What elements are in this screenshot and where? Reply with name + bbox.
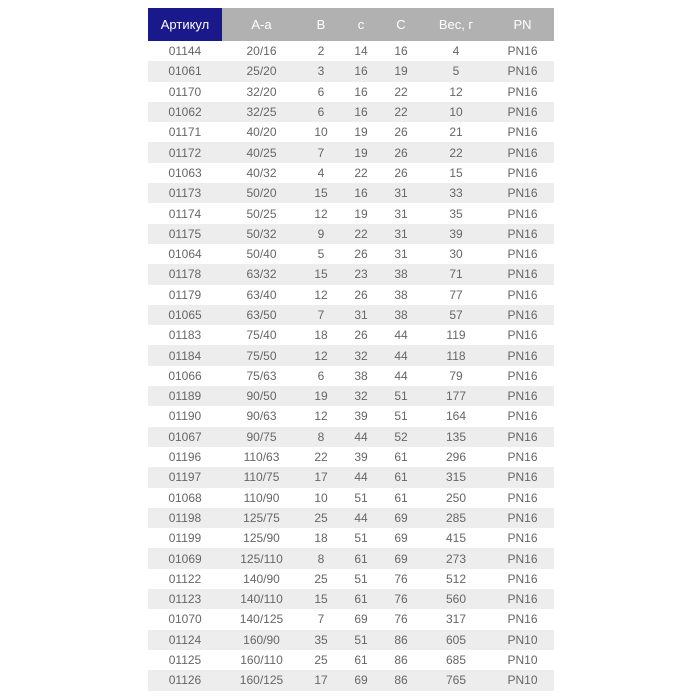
cell-a_a: 140/125 xyxy=(239,612,284,627)
cell-pn: PN16 xyxy=(507,186,538,201)
cell-b: 17 xyxy=(314,470,328,485)
table-row xyxy=(148,548,554,568)
cell-article: 01184 xyxy=(168,348,202,363)
cell-b: 12 xyxy=(314,206,328,221)
cell-c_small: 19 xyxy=(354,125,368,140)
table-row xyxy=(148,305,554,325)
cell-a_a: 40/20 xyxy=(246,125,277,140)
cell-weight: 12 xyxy=(449,84,463,99)
cell-a_a: 90/50 xyxy=(246,389,277,404)
cell-pn: PN16 xyxy=(507,125,538,140)
cell-c_big: 69 xyxy=(394,510,408,525)
cell-a_a: 20/16 xyxy=(246,44,277,59)
cell-article: 01063 xyxy=(168,165,202,180)
cell-a_a: 160/90 xyxy=(243,632,280,647)
cell-b: 18 xyxy=(314,328,328,343)
cell-weight: 285 xyxy=(445,510,467,525)
cell-pn: PN16 xyxy=(507,267,538,282)
table-row xyxy=(148,325,554,345)
cell-weight: 15 xyxy=(449,165,463,180)
cell-weight: 135 xyxy=(445,429,467,444)
cell-a_a: 50/20 xyxy=(246,186,277,201)
cell-article: 01126 xyxy=(168,673,202,688)
cell-c_big: 26 xyxy=(394,165,408,180)
cell-pn: PN16 xyxy=(507,328,538,343)
cell-article: 01124 xyxy=(168,632,202,647)
cell-pn: PN16 xyxy=(507,64,538,79)
cell-pn: PN16 xyxy=(507,287,538,302)
cell-b: 10 xyxy=(314,490,328,505)
cell-article: 01183 xyxy=(168,328,202,343)
cell-c_small: 69 xyxy=(354,612,368,627)
cell-a_a: 63/50 xyxy=(246,308,277,322)
cell-weight: 317 xyxy=(445,612,467,627)
cell-pn: PN16 xyxy=(507,429,538,444)
cell-a_a: 75/50 xyxy=(246,348,277,363)
cell-weight: 35 xyxy=(449,206,463,221)
cell-c_small: 14 xyxy=(354,44,368,59)
cell-weight: 57 xyxy=(449,308,463,322)
cell-pn: PN16 xyxy=(507,368,538,383)
cell-a_a: 25/20 xyxy=(246,64,277,79)
cell-pn: PN16 xyxy=(507,490,538,505)
cell-weight: 315 xyxy=(445,470,467,485)
cell-c_small: 26 xyxy=(354,247,368,262)
cell-b: 18 xyxy=(314,531,328,546)
cell-article: 01178 xyxy=(168,267,202,282)
table-row xyxy=(148,163,554,183)
cell-article: 01065 xyxy=(168,308,202,322)
cell-weight: 30 xyxy=(449,247,463,262)
cell-a_a: 63/40 xyxy=(246,287,277,302)
table-row xyxy=(148,41,554,61)
cell-weight: 605 xyxy=(445,632,467,647)
cell-c_small: 19 xyxy=(354,145,368,160)
cell-weight: 71 xyxy=(449,267,463,282)
cell-weight: 177 xyxy=(445,389,467,404)
table-row xyxy=(148,183,554,203)
cell-article: 01197 xyxy=(168,470,202,485)
cell-article: 01189 xyxy=(168,389,202,404)
cell-pn: PN16 xyxy=(507,348,538,363)
cell-pn: PN16 xyxy=(507,226,538,241)
cell-article: 01122 xyxy=(168,571,202,586)
cell-c_small: 16 xyxy=(354,186,368,201)
cell-c_small: 26 xyxy=(354,328,368,343)
cell-c_small: 51 xyxy=(354,490,368,505)
table-row xyxy=(148,345,554,365)
table-row xyxy=(148,589,554,609)
cell-a_a: 110/90 xyxy=(243,490,280,505)
cell-weight: 22 xyxy=(449,145,463,160)
table-row xyxy=(148,447,554,467)
cell-article: 01175 xyxy=(168,226,202,241)
cell-article: 01064 xyxy=(168,247,202,262)
cell-c_big: 31 xyxy=(394,226,408,241)
cell-article: 01170 xyxy=(168,84,202,99)
cell-c_small: 39 xyxy=(354,409,368,424)
cell-weight: 33 xyxy=(449,186,463,201)
cell-c_small: 38 xyxy=(354,368,368,383)
cell-article: 01196 xyxy=(168,450,202,465)
table-row xyxy=(148,427,554,447)
cell-a_a: 140/90 xyxy=(243,571,280,586)
cell-c_big: 31 xyxy=(394,247,408,262)
cell-c_big: 19 xyxy=(394,64,408,79)
cell-b: 7 xyxy=(317,612,325,627)
table-row xyxy=(148,630,554,650)
cell-pn: PN16 xyxy=(507,247,538,262)
cell-a_a: 140/110 xyxy=(240,592,283,607)
cell-pn: PN10 xyxy=(507,632,538,647)
cell-pn: PN16 xyxy=(507,571,538,586)
table-row xyxy=(148,122,554,142)
cell-b: 12 xyxy=(314,409,328,424)
cell-article: 01069 xyxy=(168,551,202,566)
cell-a_a: 90/75 xyxy=(246,429,277,444)
cell-c_small: 16 xyxy=(354,105,368,120)
column-header-weight: Вес, г xyxy=(421,8,491,41)
cell-c_small: 44 xyxy=(354,429,368,444)
cell-weight: 4 xyxy=(452,44,460,59)
cell-a_a: 75/63 xyxy=(246,368,277,383)
cell-b: 25 xyxy=(314,571,328,586)
cell-b: 35 xyxy=(314,632,328,647)
cell-a_a: 90/63 xyxy=(246,409,277,424)
cell-a_a: 32/20 xyxy=(246,84,277,99)
cell-pn: PN16 xyxy=(507,145,538,160)
cell-weight: 21 xyxy=(449,125,463,140)
table-row xyxy=(148,508,554,528)
cell-a_a: 50/40 xyxy=(246,247,277,262)
cell-c_big: 86 xyxy=(394,653,408,668)
cell-c_big: 31 xyxy=(394,186,408,201)
cell-article: 01061 xyxy=(168,64,202,79)
cell-a_a: 110/63 xyxy=(243,450,280,465)
table-row xyxy=(148,467,554,487)
cell-c_big: 44 xyxy=(394,368,408,383)
table-row xyxy=(148,366,554,386)
cell-a_a: 110/75 xyxy=(243,470,280,485)
cell-weight: 119 xyxy=(446,328,466,343)
cell-a_a: 40/25 xyxy=(246,145,277,160)
cell-article: 01067 xyxy=(168,429,202,444)
cell-c_big: 38 xyxy=(394,308,408,322)
cell-b: 12 xyxy=(314,348,328,363)
cell-c_small: 31 xyxy=(354,308,368,322)
cell-b: 2 xyxy=(317,44,325,59)
cell-article: 01199 xyxy=(168,531,202,546)
table-body xyxy=(148,41,554,691)
cell-c_small: 51 xyxy=(354,531,368,546)
cell-b: 4 xyxy=(317,165,325,180)
cell-pn: PN16 xyxy=(507,105,538,120)
cell-pn: PN16 xyxy=(507,450,538,465)
column-header-c_big: C xyxy=(381,8,421,41)
cell-c_big: 69 xyxy=(394,551,408,566)
cell-b: 10 xyxy=(314,125,328,140)
cell-weight: 10 xyxy=(449,105,463,120)
table-row xyxy=(148,61,554,81)
cell-article: 01062 xyxy=(168,105,202,120)
cell-weight: 250 xyxy=(445,490,467,505)
cell-pn: PN16 xyxy=(507,612,538,627)
cell-b: 8 xyxy=(317,429,325,444)
cell-article: 01123 xyxy=(168,592,202,607)
table-row xyxy=(148,285,554,305)
cell-c_small: 22 xyxy=(354,165,368,180)
cell-a_a: 160/110 xyxy=(240,653,283,668)
cell-b: 6 xyxy=(317,105,325,120)
table-row xyxy=(148,386,554,406)
cell-weight: 5 xyxy=(452,64,460,79)
cell-a_a: 32/25 xyxy=(246,105,277,120)
cell-c_small: 22 xyxy=(354,226,368,241)
cell-pn: PN16 xyxy=(507,551,538,566)
table-row xyxy=(148,670,554,690)
table-row xyxy=(148,203,554,223)
cell-c_big: 44 xyxy=(394,348,408,363)
cell-article: 01190 xyxy=(168,409,202,424)
cell-a_a: 50/25 xyxy=(246,206,277,221)
cell-c_big: 26 xyxy=(394,125,408,140)
table-row xyxy=(148,569,554,589)
cell-c_big: 76 xyxy=(394,592,408,607)
cell-c_small: 61 xyxy=(354,551,368,566)
cell-c_small: 39 xyxy=(354,450,368,465)
cell-c_small: 61 xyxy=(354,653,368,668)
table-header xyxy=(148,8,554,41)
table-row xyxy=(148,650,554,670)
table-row xyxy=(148,142,554,162)
cell-b: 19 xyxy=(314,389,328,404)
cell-weight: 560 xyxy=(445,592,467,607)
cell-b: 6 xyxy=(317,368,325,383)
table-row xyxy=(148,488,554,508)
cell-weight: 296 xyxy=(445,450,467,465)
cell-c_big: 52 xyxy=(394,429,408,444)
cell-c_small: 44 xyxy=(354,510,368,525)
column-header-b: B xyxy=(301,8,341,41)
cell-weight: 77 xyxy=(449,287,463,302)
cell-c_big: 61 xyxy=(394,490,408,505)
cell-pn: PN16 xyxy=(507,44,538,59)
cell-c_big: 26 xyxy=(394,145,408,160)
cell-c_big: 69 xyxy=(394,531,408,546)
cell-pn: PN16 xyxy=(507,165,538,180)
cell-b: 7 xyxy=(317,308,325,322)
cell-weight: 273 xyxy=(445,551,467,566)
cell-article: 01066 xyxy=(168,368,202,383)
cell-b: 25 xyxy=(314,510,328,525)
cell-c_big: 86 xyxy=(394,673,408,688)
cell-c_big: 16 xyxy=(394,44,408,59)
cell-a_a: 125/110 xyxy=(240,551,283,566)
cell-weight: 415 xyxy=(445,531,467,546)
cell-c_big: 76 xyxy=(394,612,408,627)
cell-c_small: 44 xyxy=(354,470,368,485)
cell-pn: PN16 xyxy=(507,409,538,424)
cell-pn: PN16 xyxy=(507,389,538,404)
cell-a_a: 160/125 xyxy=(239,673,284,688)
cell-article: 01172 xyxy=(168,145,202,160)
cell-a_a: 75/40 xyxy=(246,328,277,343)
cell-article: 01198 xyxy=(168,510,202,525)
column-header-pn: PN xyxy=(491,8,554,41)
cell-weight: 79 xyxy=(449,368,463,383)
cell-c_small: 23 xyxy=(354,267,368,282)
cell-a_a: 63/32 xyxy=(246,267,277,282)
table-row xyxy=(148,264,554,284)
cell-c_small: 51 xyxy=(354,571,368,586)
spec-table-container xyxy=(148,8,554,691)
table-row xyxy=(148,244,554,264)
cell-c_big: 61 xyxy=(394,450,408,465)
table-row xyxy=(148,528,554,548)
cell-c_big: 38 xyxy=(394,287,408,302)
column-header-a_a: A-a xyxy=(222,8,301,41)
cell-pn: PN16 xyxy=(507,84,538,99)
table-row xyxy=(148,224,554,244)
cell-b: 12 xyxy=(314,287,328,302)
cell-c_big: 38 xyxy=(394,267,408,282)
cell-article: 01179 xyxy=(168,287,202,302)
column-header-c_small: c xyxy=(341,8,381,41)
cell-pn: PN16 xyxy=(507,592,538,607)
cell-c_big: 51 xyxy=(394,389,408,404)
cell-b: 8 xyxy=(317,551,325,566)
cell-a_a: 40/32 xyxy=(246,165,277,180)
cell-article: 01070 xyxy=(168,612,202,627)
cell-article: 01174 xyxy=(168,206,202,221)
cell-c_small: 32 xyxy=(354,348,368,363)
table-row xyxy=(148,102,554,122)
table-row xyxy=(148,609,554,629)
spec-table xyxy=(148,8,554,691)
cell-pn: PN10 xyxy=(507,653,538,668)
cell-c_small: 51 xyxy=(354,632,368,647)
cell-c_big: 61 xyxy=(394,470,408,485)
cell-c_big: 31 xyxy=(394,206,408,221)
cell-article: 01068 xyxy=(168,490,202,505)
cell-weight: 39 xyxy=(449,226,463,241)
cell-c_big: 22 xyxy=(394,84,408,99)
cell-pn: PN16 xyxy=(507,470,538,485)
cell-weight: 685 xyxy=(445,653,467,668)
cell-c_small: 16 xyxy=(354,64,368,79)
cell-c_big: 86 xyxy=(394,632,408,647)
header-row xyxy=(148,8,554,41)
cell-c_big: 51 xyxy=(394,409,408,424)
cell-article: 01144 xyxy=(168,44,202,59)
cell-b: 25 xyxy=(314,653,328,668)
cell-weight: 118 xyxy=(446,348,466,363)
cell-c_big: 44 xyxy=(394,328,408,343)
cell-c_big: 22 xyxy=(394,105,408,120)
cell-b: 7 xyxy=(317,145,325,160)
cell-b: 6 xyxy=(317,84,325,99)
cell-c_small: 19 xyxy=(354,206,368,221)
cell-b: 15 xyxy=(314,186,328,201)
cell-a_a: 125/90 xyxy=(243,531,280,546)
cell-pn: PN16 xyxy=(507,308,538,322)
cell-weight: 512 xyxy=(445,571,467,586)
table-row xyxy=(148,406,554,426)
cell-c_small: 69 xyxy=(354,673,368,688)
cell-b: 3 xyxy=(317,64,325,79)
cell-c_small: 26 xyxy=(354,287,368,302)
cell-b: 15 xyxy=(314,592,328,607)
cell-c_small: 16 xyxy=(354,84,368,99)
cell-weight: 164 xyxy=(445,409,467,424)
cell-b: 22 xyxy=(314,450,328,465)
cell-b: 5 xyxy=(317,247,325,262)
column-header-article: Артикул xyxy=(148,8,222,41)
cell-article: 01171 xyxy=(168,125,202,140)
cell-weight: 765 xyxy=(445,673,467,688)
cell-pn: PN16 xyxy=(507,510,538,525)
cell-pn: PN16 xyxy=(507,206,538,221)
cell-a_a: 125/75 xyxy=(243,510,280,525)
cell-c_small: 32 xyxy=(354,389,368,404)
cell-a_a: 50/32 xyxy=(246,226,277,241)
cell-article: 01125 xyxy=(168,653,202,668)
cell-c_big: 76 xyxy=(394,571,408,586)
table-row xyxy=(148,82,554,102)
cell-article: 01173 xyxy=(168,186,202,201)
cell-b: 15 xyxy=(314,267,328,282)
cell-b: 17 xyxy=(314,673,328,688)
cell-b: 9 xyxy=(317,226,325,241)
cell-c_small: 61 xyxy=(354,592,368,607)
cell-pn: PN10 xyxy=(507,673,538,688)
cell-pn: PN16 xyxy=(507,531,538,546)
